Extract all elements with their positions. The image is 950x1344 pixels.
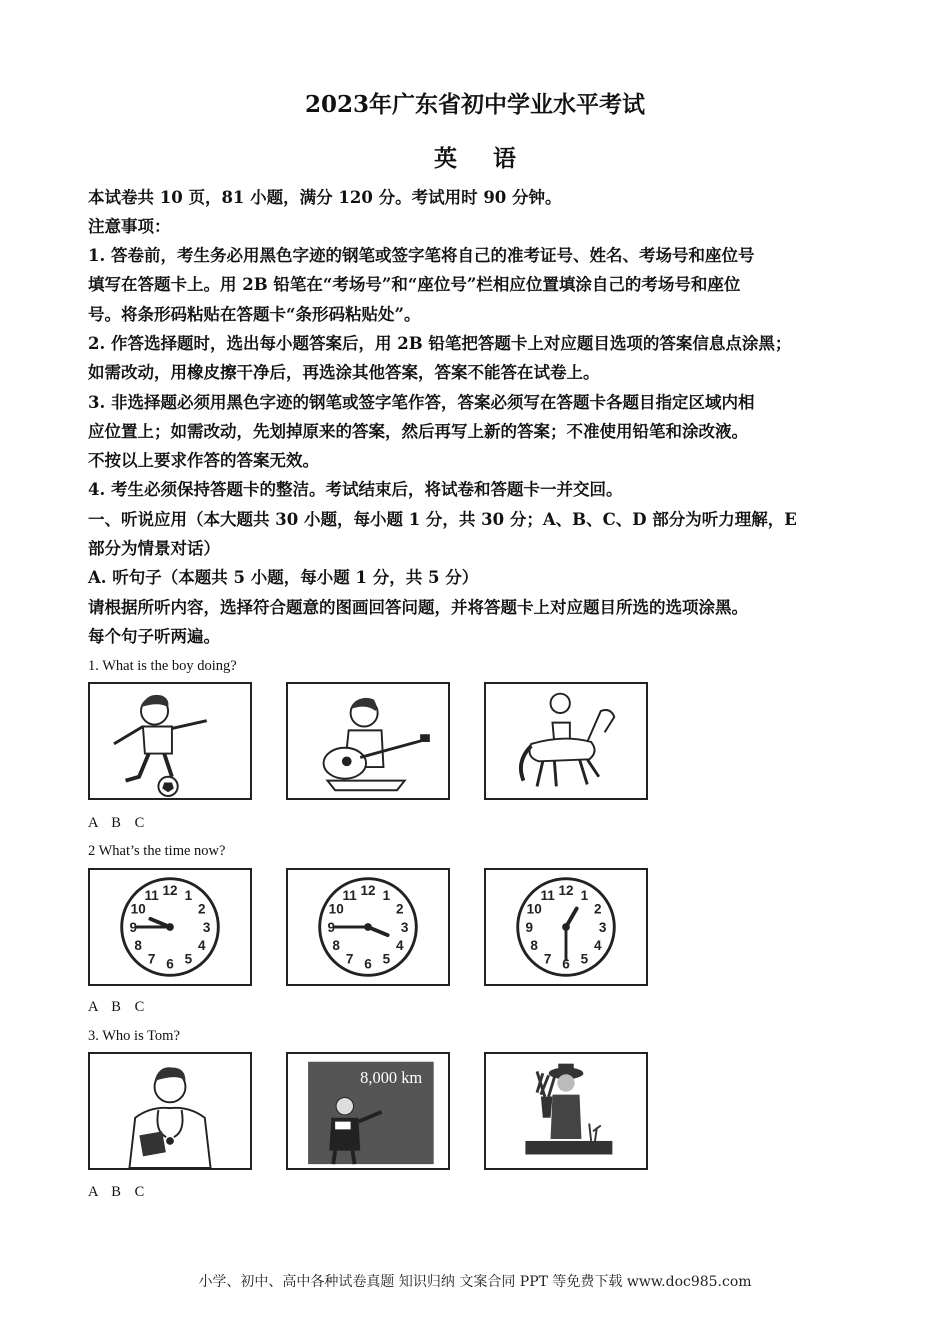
clock-numeral: 7 — [543, 951, 552, 967]
clock-numeral: 3 — [598, 919, 607, 935]
question-3-options: A B C — [88, 1184, 145, 1200]
page-footer: 小学、初中、高中各种试卷真题 知识归纳 文案合同 PPT 等免费下载 www.doc985.com — [198, 1274, 752, 1290]
clock-numeral: 1 — [382, 888, 391, 904]
clock-numeral: 7 — [345, 951, 354, 967]
note-line: 填写在答题卡上。用 2B 铅笔在“考场号”和“座位号”栏相应位置填涂自己的考场号和座位 — [88, 275, 741, 294]
option-c-clock-image — [484, 868, 648, 986]
part-a-heading: A. 听句子（本题共 5 小题，每小题 1 分，共 5 分） — [88, 568, 479, 587]
clock-numeral: 11 — [144, 888, 159, 904]
section-heading: 一、听说应用（本大题共 30 小题，每小题 1 分，共 30 分；A、B、C、D 部分为听力理解，E — [88, 510, 797, 529]
clock-numeral: 11 — [342, 888, 357, 904]
clock-numeral: 2 — [198, 901, 206, 917]
clock-numeral: 2 — [594, 901, 602, 917]
option-b-teacher-image — [286, 1052, 450, 1170]
exam-title: 2023年广东省初中学业水平考试 — [304, 91, 645, 118]
instruction-line: 每个句子听两遍。 — [88, 627, 220, 646]
clock-numeral: 5 — [580, 951, 589, 967]
clock-numeral: 5 — [382, 951, 391, 967]
question-1-prompt: 1. What is the boy doing? — [88, 658, 237, 674]
option-b-clock-image — [286, 868, 450, 986]
note-line: 2. 作答选择题时，选出每小题答案后，用 2B 铅笔把答题卡上对应题目选项的答案信息点涂黑； — [88, 334, 792, 353]
notes-heading: 注意事项： — [88, 217, 171, 236]
exam-summary: 本试卷共 10 页，81 小题，满分 120 分。考试用时 90 分钟。 — [88, 188, 562, 207]
note-line: 1. 答卷前，考生务必用黑色字迹的钢笔或签字笔将自己的准考证号、姓名、考场号和座位号 — [88, 246, 755, 265]
option-a-boy-soccer-image — [88, 682, 252, 800]
clock-numeral: 4 — [594, 938, 602, 954]
instruction-line: 请根据所听内容，选择符合题意的图画回答问题，并将答题卡上对应题目所选的选项涂黑。 — [88, 598, 748, 617]
clock-numeral: 10 — [130, 901, 146, 917]
subject-title: 英 语 — [433, 145, 530, 172]
section-heading-cont: 部分为情景对话） — [88, 539, 220, 558]
clock-numeral: 5 — [184, 951, 193, 967]
question-1-options: A B C — [88, 815, 145, 831]
option-a-doctor-image — [88, 1052, 252, 1170]
question-2-prompt: 2 What’s the time now? — [88, 843, 226, 859]
clock-numeral: 9 — [129, 919, 138, 935]
clock-numeral: 8 — [134, 938, 142, 954]
note-line: 应位置上；如需改动，先划掉原来的答案，然后再写上新的答案；不准使用铅笔和涂改液。 — [88, 422, 748, 441]
note-line: 3. 非选择题必须用黑色字迹的钢笔或签字笔作答，答案必须写在答题卡各题目指定区域内相 — [88, 393, 755, 412]
clock-numeral: 12 — [162, 883, 178, 899]
note-line: 号。将条形码粘贴在答题卡“条形码粘贴处”。 — [88, 305, 421, 324]
clock-numeral: 9 — [327, 919, 336, 935]
option-b-boy-guitar-image — [286, 682, 450, 800]
clock-numeral: 1 — [184, 888, 193, 904]
option-c-farmer-image — [484, 1052, 648, 1170]
clock-numeral: 1 — [580, 888, 589, 904]
question-3-prompt: 3. Who is Tom? — [88, 1028, 180, 1044]
note-line: 不按以上要求作答的答案无效。 — [88, 451, 319, 470]
clock-numeral: 12 — [558, 883, 574, 899]
clock-numeral: 3 — [202, 919, 211, 935]
option-c-boy-horse-image — [484, 682, 648, 800]
blackboard-text: 8,000 km — [360, 1067, 423, 1087]
clock-numeral: 11 — [540, 888, 555, 904]
option-a-clock-image — [88, 868, 252, 986]
clock-numeral: 9 — [525, 919, 534, 935]
note-line: 4. 考生必须保持答题卡的整洁。考试结束后，将试卷和答题卡一并交回。 — [88, 480, 623, 499]
note-line: 如需改动，用橡皮擦干净后，再选涂其他答案，答案不能答在试卷上。 — [88, 363, 600, 382]
clock-numeral: 6 — [166, 956, 174, 972]
clock-numeral: 2 — [396, 901, 404, 917]
clock-numeral: 4 — [198, 938, 206, 954]
clock-numeral: 10 — [328, 901, 344, 917]
question-2-options: A B C — [88, 999, 145, 1015]
clock-numeral: 12 — [360, 883, 376, 899]
clock-numeral: 6 — [562, 956, 570, 972]
clock-numeral: 8 — [332, 938, 340, 954]
clock-numeral: 6 — [364, 956, 372, 972]
clock-numeral: 4 — [396, 938, 404, 954]
clock-numeral: 8 — [530, 938, 538, 954]
clock-numeral: 7 — [147, 951, 156, 967]
clock-numeral: 3 — [400, 919, 409, 935]
clock-numeral: 10 — [526, 901, 542, 917]
